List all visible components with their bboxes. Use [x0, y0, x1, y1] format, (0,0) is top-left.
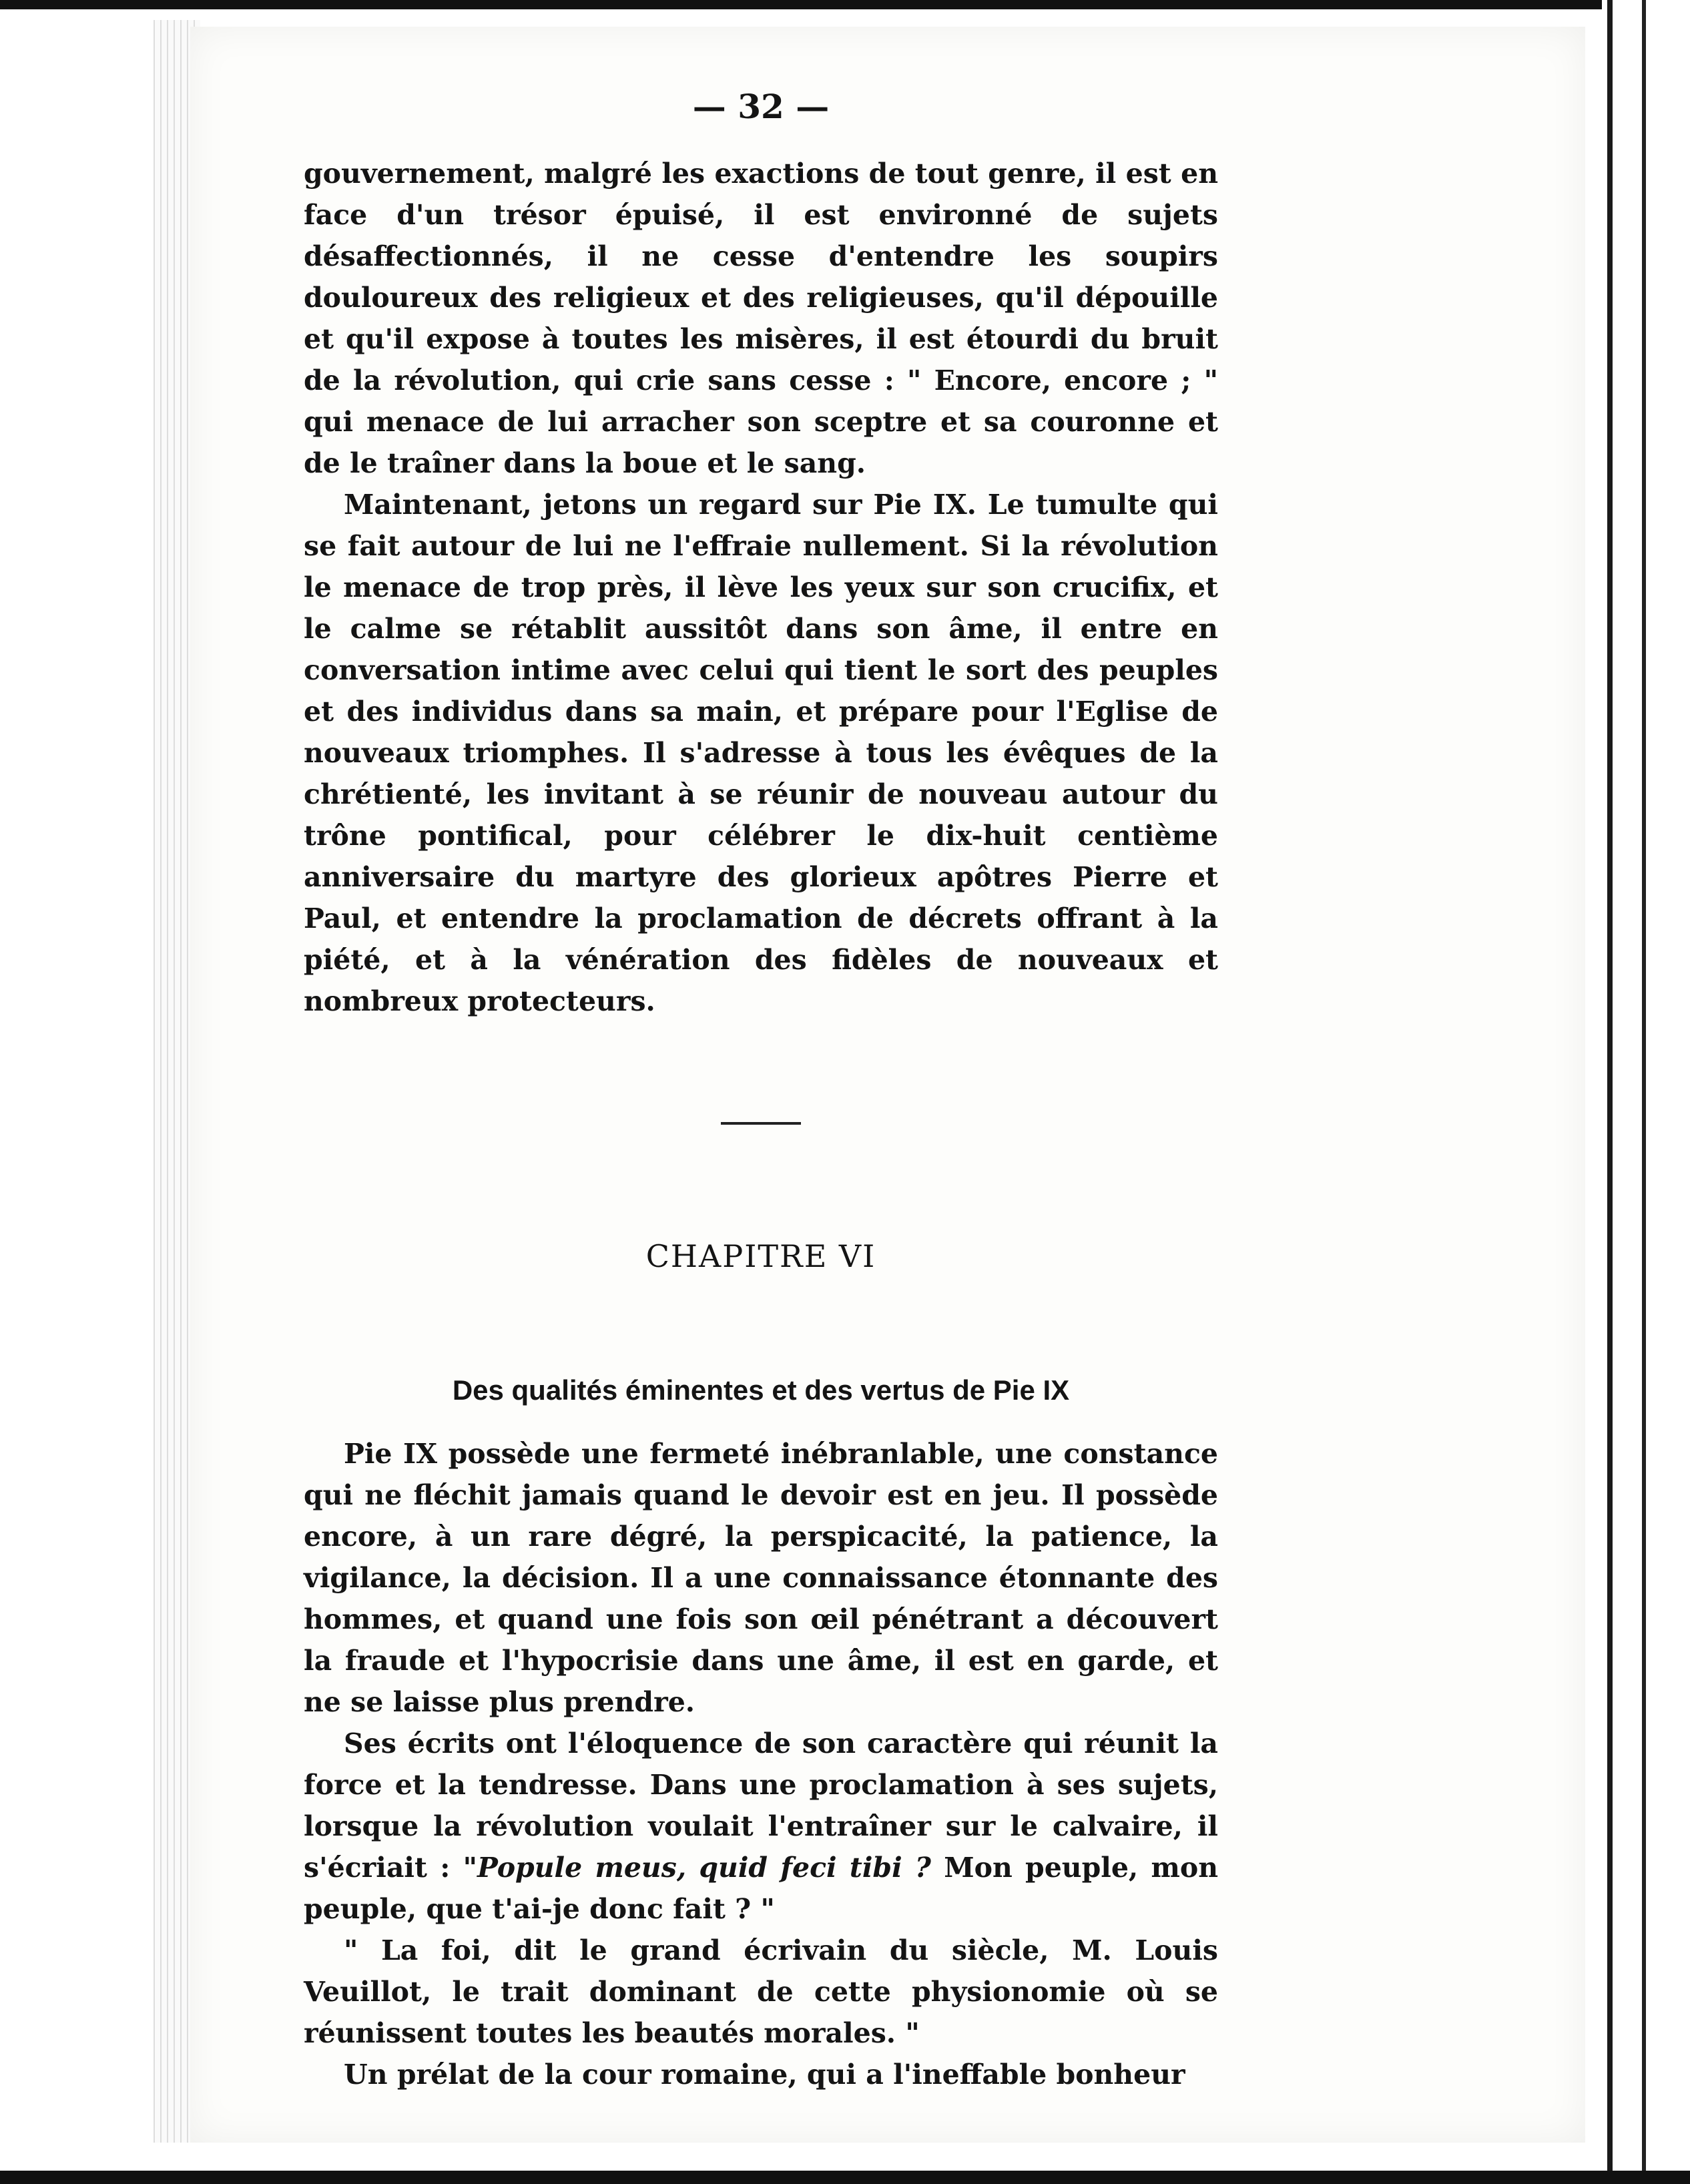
paragraph-government: gouvernement, malgré les exactions de tout genre, il est en face d'un trésor épuisé, il est environné de sujets désaffectionnés, il ne cesse d'entendre les soupirs douloureux des religieux et des religieuses, qu'il dépouille et qu'il expose à toutes les misères, il est étourdi du bruit de la révolution, qui crie sans cesse : " Encore, encore ; " qui menace de lui arracher son sceptre et sa couronne et de le traîner dans la boue et le sang. — [304, 158, 1218, 479]
writings-translation: Mon peuple, mon peuple, que t'ai-je donc fait ? " — [304, 1852, 1219, 1925]
book-page — [190, 27, 1585, 2143]
page-number: — 32 — — [692, 87, 830, 126]
paragraph-prelate: Un prélat de la cour romaine, qui a l'ineffable bonheur — [344, 2059, 1185, 2091]
chapter-title: CHAPITRE VI — [645, 1238, 876, 1274]
paragraph-veuillot: " La foi, dit le grand écrivain du siècle, M. Louis Veuillot, le trait dominant de cette physionomie où se réunissent toutes les beautés morales. " — [304, 1934, 1218, 2049]
scan-right-line — [1607, 0, 1613, 2184]
page-content — [304, 87, 1218, 2095]
chapter-body — [304, 1433, 1218, 2095]
latin-quote: Popule meus, quid feci tibi ? — [477, 1852, 931, 1884]
scan-border-bottom — [0, 2171, 1690, 2184]
writings-text: Ses écrits ont l'éloquence de son caractère qui réunit la force et la tendresse. Dans une proclamation à ses sujets, lorsque la révolution voulait l'entraîner sur le calvaire, il s'écriait : " — [304, 1727, 1218, 1884]
chapter-subtitle: Des qualités éminentes et des vertus de Pie IX — [452, 1374, 1070, 1406]
paragraph-writings — [304, 1723, 1218, 1930]
scan-right-line-outer — [1642, 0, 1646, 2184]
scan-border-top — [0, 0, 1690, 9]
paragraph-qualities: Pie IX possède une fermeté inébranlable, une constance qui ne fléchit jamais quand le devoir est en jeu. Il possède encore, à un rare dégré, la perspicacité, la patience, la vigilance, la décision. Il a une connaissance étonnante des hommes, et quand une fois son œil pénétrant a découvert la fraude et l'hypocrisie dans une âme, il est en garde, et ne se laisse plus prendre. — [304, 1438, 1218, 1718]
paragraph-pie-ix: Maintenant, jetons un regard sur Pie IX. Le tumulte qui se fait autour de lui ne l'effraie nullement. Si la révolution le menace de trop près, il lève les yeux sur son crucifix, et le calme se rétablit aussitôt dans son âme, il entre en conversation intime avec celui qui tient le sort des peuples et des individus dans sa main, et prépare pour l'Eglise de nouveaux triomphes. Il s'adresse à tous les évêques de la chrétienté, les invitant à se réunir de nouveau autour du trône pontifical, pour célébrer le dix-huit centième anniversaire du martyre des glorieux apôtres Pierre et Paul, et entendre la proclamation de décrets offrant à la piété, et à la vénération des fidèles de nouveaux et nombreux protecteurs. — [304, 489, 1218, 1017]
scan-right-margin — [1602, 0, 1690, 2184]
section-separator — [721, 1122, 801, 1125]
